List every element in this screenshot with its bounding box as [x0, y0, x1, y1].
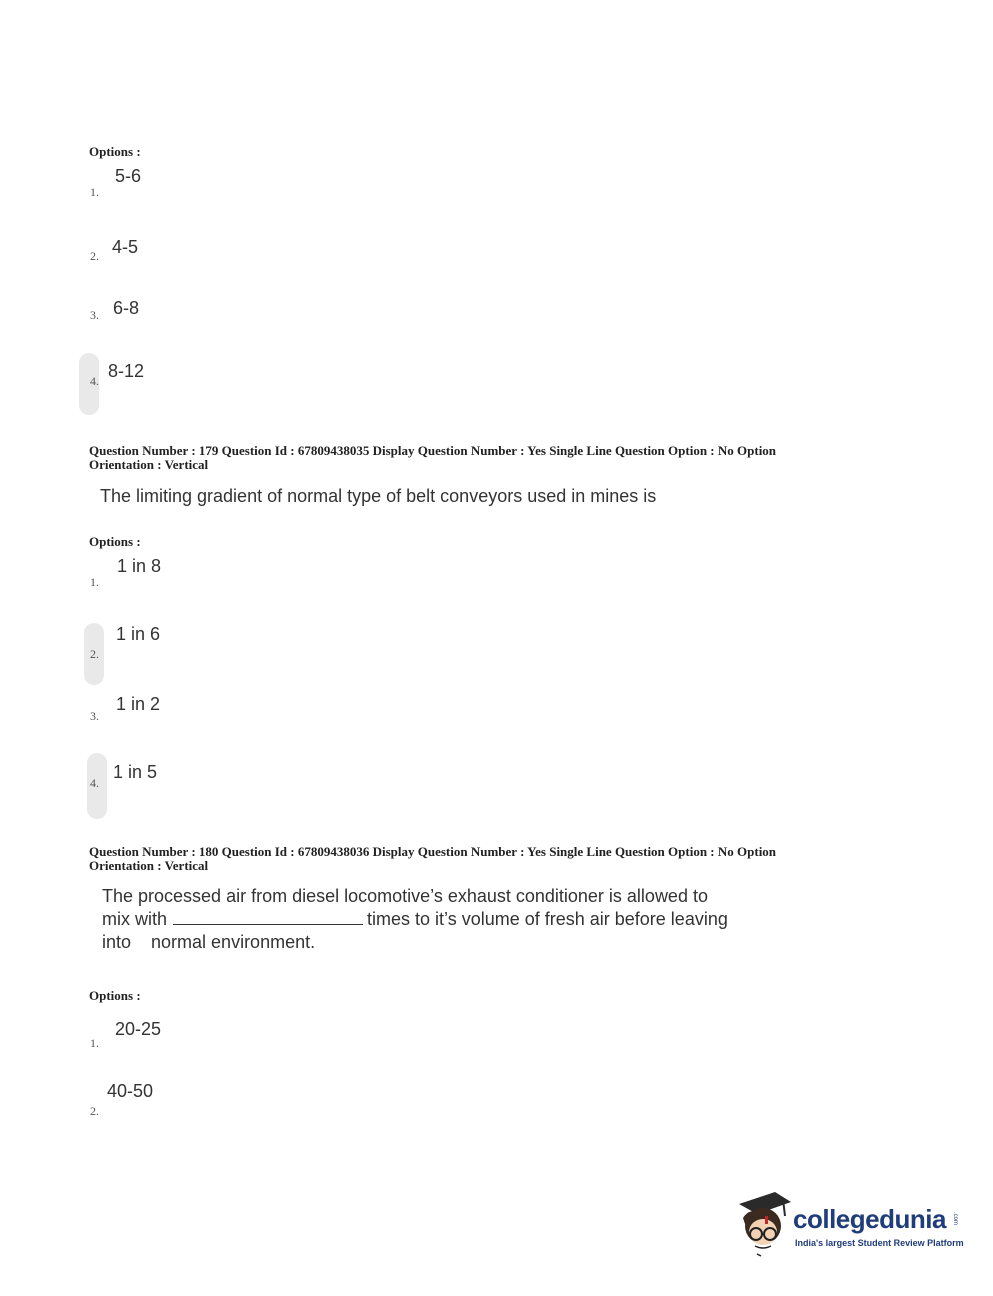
question-line: into normal environment.: [102, 932, 316, 952]
option-number: 1.: [90, 575, 99, 589]
option-text: 1 in 6: [116, 624, 161, 644]
logo-domain: .com: [952, 1212, 958, 1226]
question-orientation: Orientation : Vertical: [89, 457, 209, 472]
option-text: 8-12: [108, 361, 145, 381]
question-text: The limiting gradient of normal type of belt conveyors used in mines is: [100, 486, 657, 506]
question-meta: Question Number : 180 Question Id : 67809438036 Display Question Number : Yes Single Line Question Option : No Option: [89, 844, 777, 859]
option-text: 4-5: [112, 237, 139, 257]
option-text: 1 in 8: [117, 556, 162, 576]
logo-tagline: India's largest Student Review Platform: [795, 1238, 964, 1248]
question-meta: Question Number : 179 Question Id : 67809438035 Display Question Number : Yes Single Line Question Option : No Option: [89, 443, 777, 458]
option-text: 1 in 2: [116, 694, 161, 714]
question-line: [102, 908, 728, 931]
option-text: 6-8: [113, 298, 140, 318]
option-number: 3.: [90, 308, 99, 322]
collegedunia-logo: [735, 1190, 965, 1260]
option-number: 1.: [90, 185, 99, 199]
option-text: 1 in 5: [113, 762, 158, 782]
option-number: 2.: [90, 1104, 99, 1118]
mascot-icon: [735, 1190, 793, 1258]
option-number: 3.: [90, 709, 99, 723]
option-number: 1.: [90, 1036, 99, 1050]
question-orientation: Orientation : Vertical: [89, 858, 209, 873]
fill-in-blank: [173, 908, 363, 925]
options-label: Options :: [89, 534, 141, 549]
question-line: The processed air from diesel locomotive’s exhaust conditioner is allowed to: [102, 886, 708, 906]
question-fragment: times to it’s volume of fresh air before leaving: [367, 909, 728, 929]
question-fragment: mix with: [102, 909, 168, 929]
options-label: Options :: [89, 988, 141, 1003]
question-text: [102, 885, 728, 954]
option-number: 2.: [90, 647, 99, 661]
option-number: 4.: [90, 776, 99, 790]
option-number: 2.: [90, 249, 99, 263]
options-label: Options :: [89, 144, 141, 159]
option-number: 4.: [90, 374, 99, 388]
option-text: 40-50: [107, 1081, 154, 1101]
option-text: 20-25: [115, 1019, 162, 1039]
option-text: 5-6: [115, 166, 142, 186]
logo-wordmark: collegedunia: [793, 1204, 946, 1234]
